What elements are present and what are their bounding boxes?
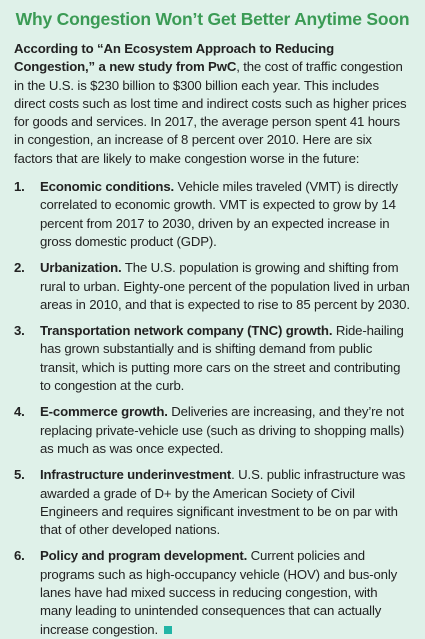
end-of-article-square-icon xyxy=(164,626,172,634)
factor-heading: E-commerce growth. xyxy=(40,404,168,420)
factor-number: 4. xyxy=(14,404,25,420)
factor-text: Current policies and programs such as high-occupancy vehicle (HOV) and bus-only lanes have had mixed success in reducing congestion, with many leading to unintended consequences that can actually increase congestion. xyxy=(40,548,398,637)
factor-text: . U.S. public infrastructure was awarded a grade of D+ by the American Society of Civil Engineers and requires significant investment to be on par with that of other developed nations. xyxy=(40,467,406,538)
factor-number: 6. xyxy=(14,548,25,564)
factor-item-4 xyxy=(14,403,411,458)
factor-text: Deliveries are increasing, and they’re not replacing private-vehicle use (such as driving to shopping malls) as much as was once expected. xyxy=(40,404,405,456)
factor-heading: Economic conditions. xyxy=(40,179,175,195)
factor-text: The U.S. population is growing and shifting from rural to urban. Eighty-one percent of the population lived in urban areas in 2010, and that is expected to rise to 85 percent by 2030. xyxy=(40,260,410,312)
factor-text: Vehicle miles traveled (VMT) is directly correlated to economic growth. VMT is expected to grow by 14 percent from 2017 to 2030, driven by an expected increase in gross domestic product (GDP). xyxy=(40,179,398,249)
factor-heading: Infrastructure underinvestment xyxy=(40,467,232,483)
factor-item-6 xyxy=(14,547,411,638)
factor-number: 5. xyxy=(14,467,25,483)
factor-heading: Transportation network company (TNC) growth. xyxy=(40,323,333,339)
factor-heading: Policy and program development. xyxy=(40,548,248,564)
factor-number: 1. xyxy=(14,179,25,195)
factor-text: Ride-hailing has grown substantially and is shifting demand from public transit, which is putting more cars on the street and contributing to congestion at the curb. xyxy=(40,323,404,394)
factor-number: 2. xyxy=(14,260,25,276)
factor-item-5 xyxy=(14,466,411,539)
factor-item-2 xyxy=(14,259,411,314)
factor-item-3 xyxy=(14,322,411,395)
factor-item-1 xyxy=(14,178,411,251)
factor-heading: Urbanization. xyxy=(40,260,122,276)
intro-lead: According to “An Ecosystem Approach to Reducing Congestion,” a new study from PwC xyxy=(14,41,334,75)
intro-paragraph xyxy=(14,40,411,168)
factor-number: 3. xyxy=(14,323,25,339)
intro-text: , the cost of traffic congestion in the U.S. is $230 billion to $300 billion each year. This includes direct costs such as lost time and indirect costs such as higher prices for goods and services. In 2017, the average person spent 41 hours in congestion, an increase of 8 percent over 2010. Here are six factors that are likely to make congestion worse in the future: xyxy=(14,59,407,166)
sidebar-title: Why Congestion Won’t Get Better Anytime Soon xyxy=(15,9,410,29)
